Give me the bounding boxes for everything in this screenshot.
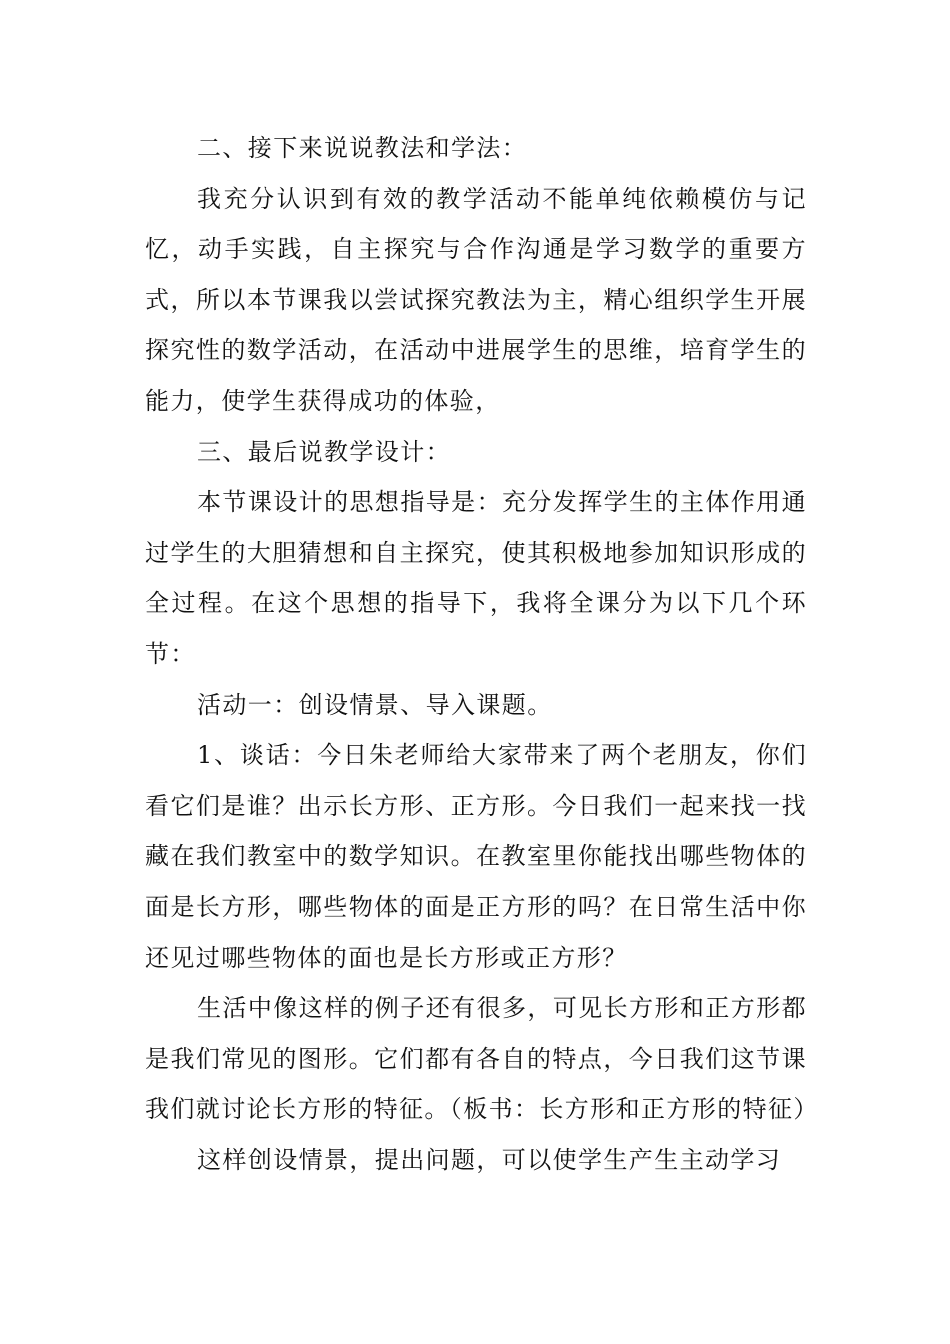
paragraph-life-examples: 生活中像这样的例子还有很多，可见长方形和正方形都是我们常见的图形。它们都有各自的特点，今日我们这节课我们就讨论长方形的特征。（板书：长方形和正方形的特征）	[145, 994, 819, 1124]
paragraph-scenario: 这样创设情景，提出问题，可以使学生产生主动学习	[197, 1145, 782, 1174]
document-body	[145, 123, 819, 1185]
paragraph-design-idea: 本节课设计的思想指导是：充分发挥学生的主体作用通过学生的大胆猜想和自主探究，使其积极地参加知识形成的全过程。在这个思想的指导下，我将全课分为以下几个环节：	[145, 488, 807, 668]
paragraph-section-two-heading: 二、接下来说说教法和学法：	[197, 134, 528, 162]
paragraph-teaching-method: 我充分认识到有效的教学活动不能单纯依赖模仿与记忆，动手实践，自主探究与合作沟通是学习数学的重要方式，所以本节课我以尝试探究教法为主，精心组织学生开展探究性的数学活动，在活动中进展学生的思维，培育学生的能力，使学生获得成功的体验，	[145, 184, 807, 415]
paragraph-talk: 1、谈话：今日朱老师给大家带来了两个老朋友，你们看它们是谁？出示长方形、正方形。今日我们一起来找一找藏在我们教室中的数学知识。在教室里你能找出哪些物体的面是长方形，哪些物体的面是正方形的吗？在日常生活中你还见过哪些物体的面也是长方形或正方形？	[145, 741, 807, 972]
paragraph-section-three-heading: 三、最后说教学设计：	[197, 437, 451, 466]
paragraph-activity-one: 活动一：创设情景、导入课题。	[197, 690, 553, 719]
